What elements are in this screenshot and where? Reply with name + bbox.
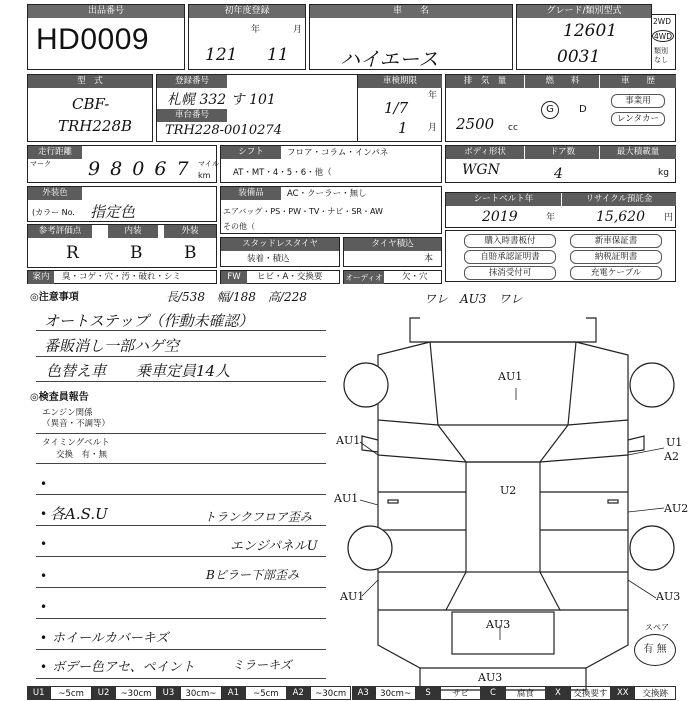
grade-sub-code: 0031 — [557, 47, 601, 67]
spare-value: 有 無 — [634, 634, 676, 666]
inspector-title: ◎検査員報告 — [30, 392, 89, 403]
damage-mark-hood: AU1 — [498, 370, 523, 383]
left-panel-lines — [378, 420, 466, 610]
seatbelt-value: 2019 — [482, 209, 518, 225]
first-registration-year: 121 — [205, 45, 238, 65]
legend-value-a2: ~30cm — [310, 686, 352, 700]
damage-mark-right-front-2: A2 — [664, 450, 679, 463]
exterior-color-label: 外装色 — [28, 187, 82, 200]
mileage-unit-km: km — [198, 171, 211, 180]
drive-4wd: 4WD — [652, 30, 674, 42]
legend-value-u2: ~30cm — [115, 686, 157, 700]
doc-warranty: 新車保証書 — [570, 234, 662, 248]
tire-load-label: タイヤ積込 — [344, 238, 441, 251]
bullet: • — [40, 600, 48, 614]
front-bumper-outline — [410, 318, 596, 342]
legend-value-u3: 30cm~ — [180, 686, 222, 700]
year-unit: 年 — [251, 25, 261, 35]
doc-insurance: 自賠承認証明書 — [464, 250, 556, 264]
exterior-color-value: 指定色 — [90, 203, 136, 221]
drive-note: 類別 なし — [654, 47, 668, 64]
capacity-unit: kg — [658, 168, 669, 178]
model-type-value-1: CBF- — [72, 95, 110, 113]
right-panel-lines — [540, 420, 628, 610]
recycle-unit: 円 — [664, 213, 674, 223]
rear-right-wheel — [630, 526, 674, 570]
windshield-outline — [438, 425, 568, 462]
engine-label: エンジン関係 — [42, 408, 93, 418]
model-type-value-2: TRH228B — [58, 117, 133, 135]
legend-key-u1: U1 — [27, 686, 50, 700]
inspector-line-7: ボデー色アセ、ペイント — [52, 660, 195, 675]
reference-grade-label: 参考評価点 — [28, 225, 92, 238]
exterior-grade: B — [184, 243, 197, 263]
doc-purchase: 購入時書板付 — [464, 234, 556, 248]
fuel-label: 燃 料 — [524, 75, 600, 88]
recycle-value: 15,620 — [596, 209, 645, 225]
legend-value-s: サビ — [440, 686, 482, 700]
inspection-month: 1 — [398, 119, 408, 137]
timing-belt-label: タイミングベルト — [42, 438, 110, 448]
note-line-3: 色替え車 乗車定員14人 — [46, 362, 231, 380]
legend-key-a3: A3 — [352, 686, 375, 700]
mileage-value: 9 8 0 6 7 — [88, 158, 191, 180]
mileage-unit-mile: マイル — [198, 160, 219, 168]
recycle-label: リサイクル預託金 — [561, 193, 676, 206]
bullet: • — [40, 660, 48, 674]
legend-key-c: C — [481, 686, 504, 700]
legend-value-a3: 30cm~ — [375, 686, 417, 700]
chassis-label: 車台番号 — [157, 109, 227, 122]
history-rental: レンタカー — [611, 112, 665, 126]
capacity-label: 最大積載量 — [599, 146, 676, 159]
annotation-leaders — [360, 388, 664, 640]
equipment-items: AC・クーラー・無し — [287, 189, 367, 199]
interior-grade-label: 内装 — [108, 225, 158, 238]
color-number-label: (カラー No. — [32, 208, 75, 217]
inspector-right-5: ミラーキズ — [232, 658, 292, 672]
inspector-right-1: トランクフロア歪み — [204, 510, 312, 524]
displacement-unit: cc — [508, 123, 518, 133]
right-mirror — [628, 436, 644, 452]
history-business: 事業用 — [611, 94, 665, 108]
shift-label: シフト — [221, 146, 281, 159]
legend-key-u2: U2 — [92, 686, 115, 700]
damage-mark-rear-hatch: AU3 — [486, 618, 511, 631]
history-label: 車 歴 — [599, 75, 676, 88]
registration-label: 登録番号 — [157, 75, 227, 88]
model-type-label: 型 式 — [28, 75, 152, 88]
front-right-wheel — [630, 363, 674, 407]
damage-mark-left-door: AU1 — [334, 492, 359, 505]
equipment-row3: その他（ — [223, 222, 255, 231]
roof-outline — [466, 462, 540, 572]
drive-2wd: 2WD — [653, 17, 671, 26]
grade-label: グレード/類別型式 — [517, 5, 651, 18]
doc-deregistration: 抹消受付可 — [464, 266, 556, 280]
interior-grade: B — [130, 243, 143, 263]
lot-number-label: 出品番号 — [28, 5, 184, 18]
tire-load-unit: 本 — [424, 254, 434, 264]
car-name: ハイエース — [340, 47, 439, 71]
inspection-label: 車検期限 — [358, 75, 442, 88]
first-registration-month: 11 — [267, 45, 289, 65]
damage-mark-right-rear: AU3 — [656, 590, 681, 603]
displacement-value: 2500 — [456, 115, 495, 133]
mileage-label: 走行距離 — [28, 146, 82, 159]
exterior-grade-label: 外装 — [164, 225, 216, 238]
damage-mark-left-front: AU1 — [336, 434, 361, 447]
displacement-label: 排 気 量 — [446, 75, 524, 88]
seatbelt-unit: 年 — [546, 213, 556, 223]
inspection-year: 1/7 — [384, 99, 409, 117]
bullet: • — [40, 477, 48, 491]
legend-key-a2: A2 — [287, 686, 310, 700]
chassis-value: TRH228-0010274 — [165, 123, 282, 138]
legend-key-x: X — [546, 686, 569, 700]
spare-label: スペア — [645, 623, 669, 632]
bullet: • — [40, 631, 48, 645]
mileage-mark-label: マーク — [30, 160, 51, 168]
equipment-row2: エアバッグ・PS・PW・TV・ナビ・SR・AW — [223, 207, 383, 216]
legend-value-xx: 交換跡 — [634, 686, 676, 700]
bullet: • — [40, 507, 48, 521]
legend-value-u1: ~5cm — [50, 686, 92, 700]
fuel-option-g: G — [541, 101, 559, 119]
doc-charge-cable: 充電ケーブル — [570, 266, 662, 280]
legend-key-a1: A1 — [222, 686, 245, 700]
reference-grade: R — [66, 243, 79, 263]
fw-items: ヒビ・A・交換要 — [257, 272, 323, 282]
inspector-line-6: ホイールカバーキズ — [52, 631, 169, 646]
notes-dimensions: 長/538 幅/188 高/228 — [166, 290, 307, 304]
rear-left-wheel — [348, 526, 392, 570]
damage-mark-right-door: AU2 — [664, 502, 689, 515]
first-registration-label: 初年度登録 — [189, 5, 305, 18]
body-type-value: WGN — [462, 162, 500, 178]
audio-label: オーディオ — [345, 273, 383, 282]
lot-number: HD0009 — [36, 23, 150, 56]
guide-items: 臭・コゲ・穴・汚・破れ・シミ — [62, 272, 182, 282]
shift-options: フロア・コラム・インパネ — [287, 148, 389, 158]
inspector-line-2: 各A.S.U — [50, 505, 108, 523]
damage-mark-roof: U2 — [500, 484, 517, 497]
doc-tax: 納税証明書 — [570, 250, 662, 264]
legend-key-s: S — [416, 686, 439, 700]
notes-title: ◎注意事項 — [30, 292, 79, 303]
diagram-top-annotation: ワレ AU3 ワレ — [424, 292, 523, 306]
car-name-label: 車 名 — [310, 5, 512, 18]
legend-key-xx: XX — [611, 686, 634, 700]
doors-label: ドア数 — [524, 146, 600, 159]
legend-value-a1: ~5cm — [245, 686, 287, 700]
equipment-label: 装備品 — [221, 187, 281, 200]
studless-options: 装着・積込 — [247, 254, 290, 264]
bullet: • — [40, 537, 48, 551]
audio-items: 欠・穴 — [402, 272, 428, 282]
note-line-2: 番販消し一部ハゲ空 — [44, 337, 180, 355]
inspection-month-unit: 月 — [428, 123, 438, 133]
damage-mark-rear-bumper: AU3 — [478, 671, 503, 684]
legend-value-x: 交換要す — [570, 686, 612, 700]
door-handle — [388, 500, 398, 503]
engine-sub-label: （異音・不調等） — [42, 419, 111, 429]
fuel-option-d: D — [579, 104, 587, 115]
bullet: • — [40, 569, 48, 583]
doors-value: 4 — [554, 166, 563, 182]
body-type-label: ボディ形状 — [446, 146, 524, 159]
registration-value: 札幌 332 す 101 — [167, 92, 276, 108]
hood-outline — [430, 342, 576, 425]
seatbelt-label: シートベルト年 — [446, 193, 561, 206]
legend-key-u3: U3 — [157, 686, 180, 700]
shift-types: AT・MT・4・5・6・他（ — [233, 168, 332, 178]
inspector-right-2: エンジパネルU — [230, 539, 318, 554]
month-unit: 月 — [293, 25, 303, 35]
inspector-right-3: Bピラー下部歪み — [206, 568, 299, 582]
note-line-1: オートステップ（作動未確認） — [44, 312, 254, 330]
front-left-wheel — [344, 363, 388, 407]
guide-label: 案内 — [28, 271, 54, 284]
damage-mark-left-rear: AU1 — [340, 590, 365, 603]
damage-mark-right-front: U1 — [666, 436, 683, 449]
studless-label: スタッドレスタイヤ — [221, 238, 339, 251]
legend-value-c: 腐食 — [505, 686, 547, 700]
timing-belt-options: 交換 有・無 — [56, 450, 108, 460]
fw-label: FW — [221, 271, 247, 284]
rear-window-outline — [446, 572, 560, 610]
grade-code: 12601 — [563, 21, 618, 41]
inspection-year-unit: 年 — [428, 91, 438, 101]
door-handle — [608, 500, 618, 503]
